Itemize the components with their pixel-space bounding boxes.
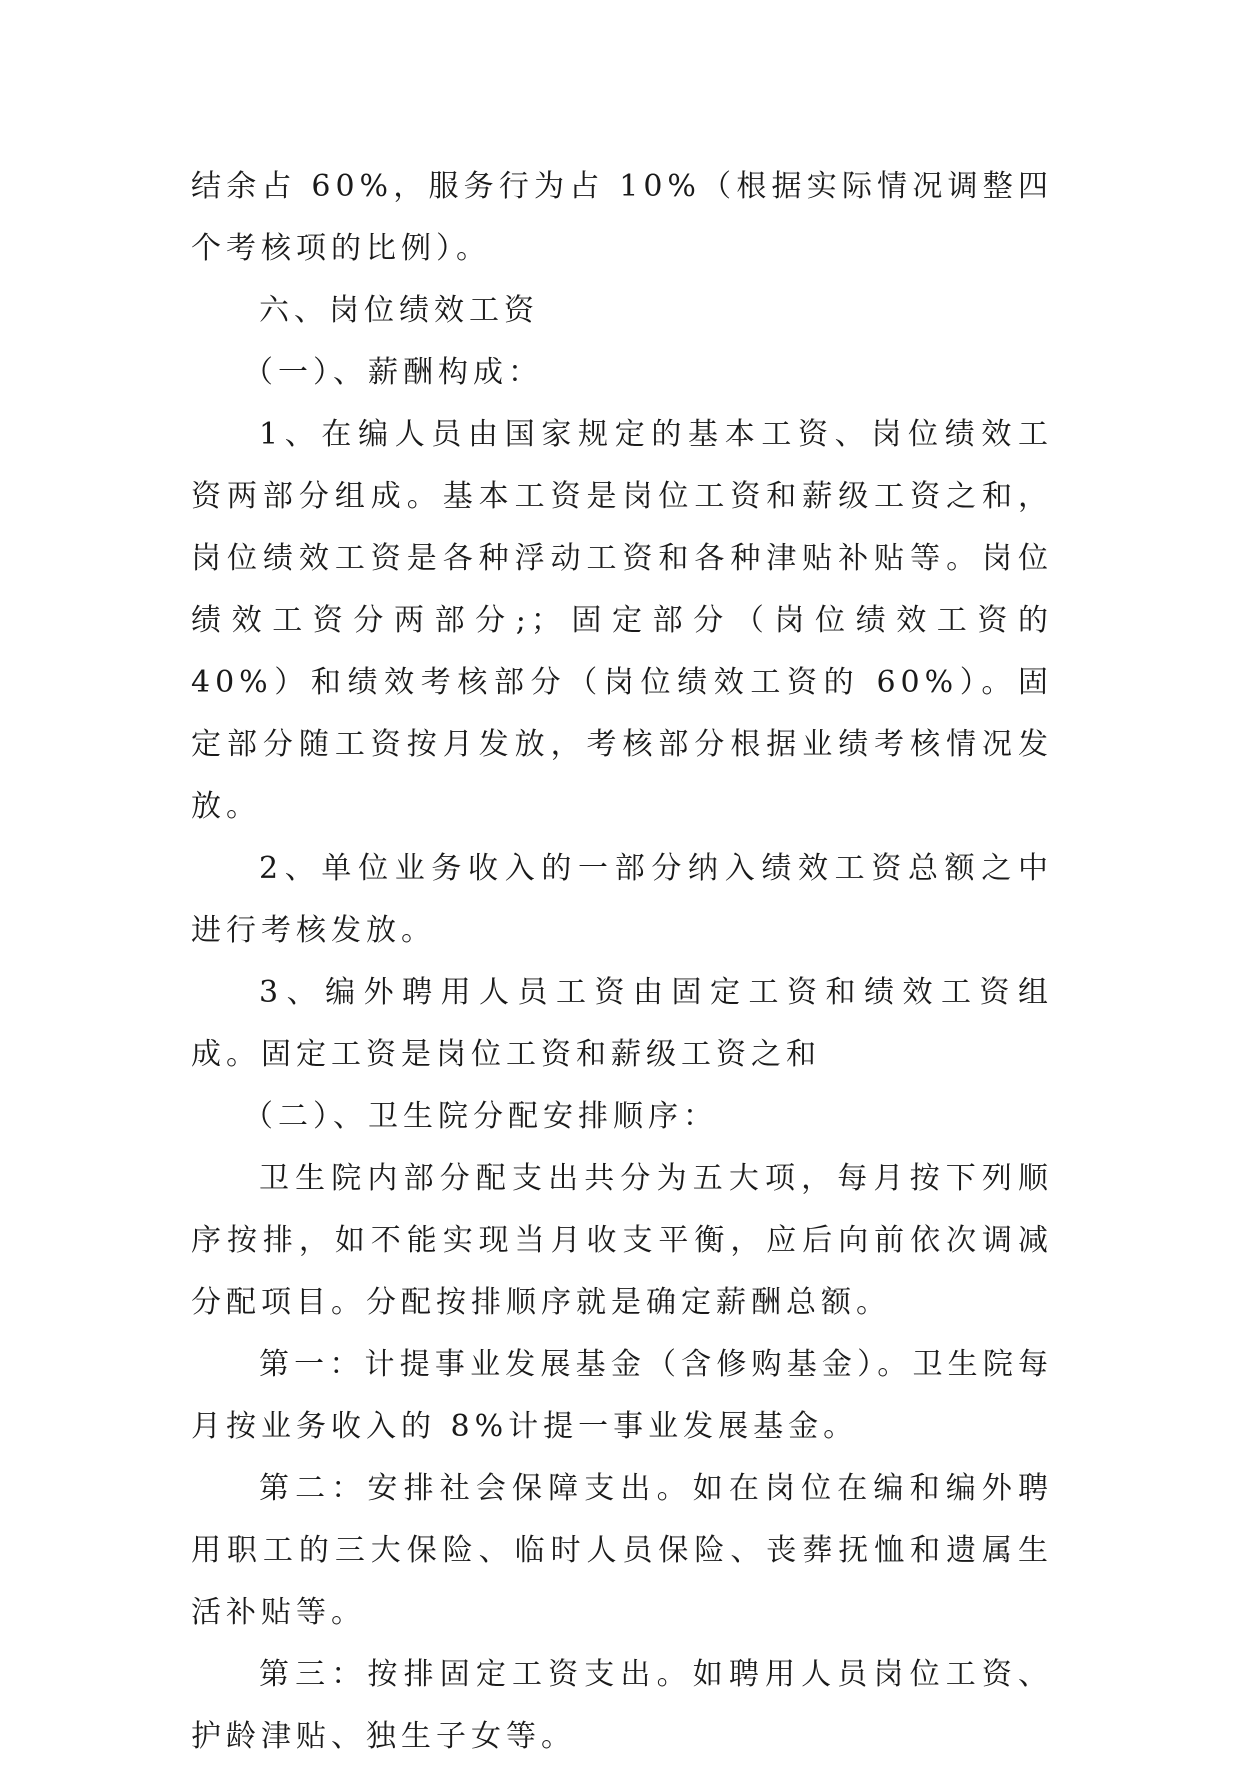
paragraph-allocation-intro: 卫生院内部分配支出共分为五大项，每月按下列顺序按排，如不能实现当月收支平衡，应后向前依次调减分配项目。分配按排顺序就是确定薪酬总额。 <box>191 1161 1053 1320</box>
paragraph-item-1: 1、在编人员由国家规定的基本工资、岗位绩效工资两部分组成。基本工资是岗位工资和薪级工资之和，岗位绩效工资是各种浮动工资和各种津贴补贴等。岗位绩效工资分两部分;；固定部分（岗位绩效工资的 40%）和绩效考核部分（岗位绩效工资的 60%）。固定部分随工资按月发放，考核部分根据业绩考核情况发放。 <box>191 417 1053 824</box>
paragraph-item-2: 2、单位业务收入的一部分纳入绩效工资总额之中进行考核发放。 <box>191 851 1053 948</box>
paragraph-second: 第二：安排社会保障支出。如在岗位在编和编外聘用职工的三大保险、临时人员保险、丧葬抚恤和遗属生活补贴等。 <box>191 1471 1053 1630</box>
document-body <box>191 156 1053 1768</box>
subsection-heading-allocation-order: （二）、卫生院分配安排顺序： <box>243 1099 718 1134</box>
paragraph-item-3: 3、编外聘用人员工资由固定工资和绩效工资组成。固定工资是岗位工资和薪级工资之和 <box>191 975 1053 1072</box>
paragraph-first: 第一：计提事业发展基金（含修购基金）。卫生院每月按业务收入的 8%计提一事业发展基金。 <box>191 1347 1053 1444</box>
paragraph-third: 第三：按排固定工资支出。如聘用人员岗位工资、护龄津贴、独生子女等。 <box>191 1657 1053 1754</box>
subsection-heading-salary-structure: （一）、薪酬构成： <box>243 355 543 390</box>
section-heading-six: 六、岗位绩效工资 <box>259 293 539 328</box>
paragraph-assessment-ratio: 结余占 60%，服务行为占 10%（根据实际情况调整四个考核项的比例）。 <box>191 169 1053 266</box>
